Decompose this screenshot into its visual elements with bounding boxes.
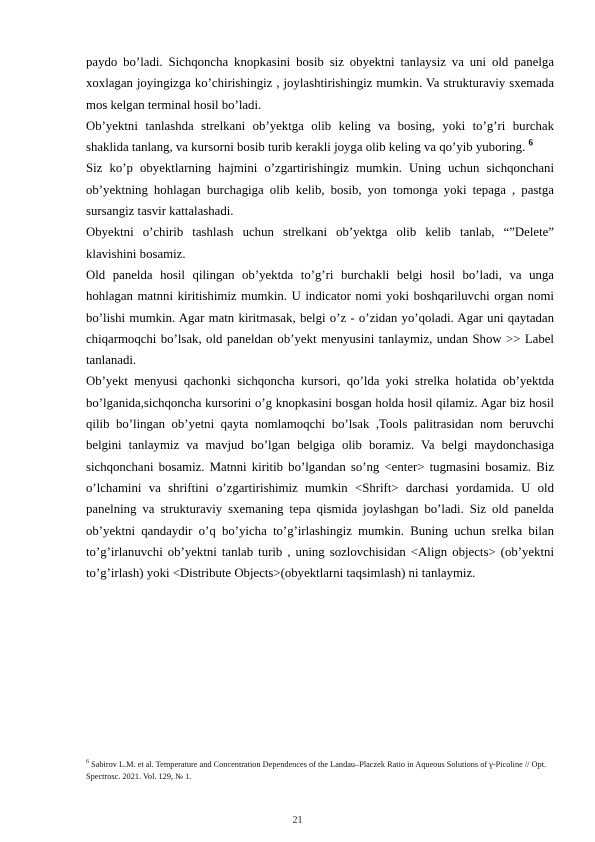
- paragraph-5: Old panelda hosil qilingan ob’yektda to’g’ri burchakli belgi hosil bo’ladi, va unga hohlagan matnni kiritishimiz mumkin. U indicator nomi yoki boshqariluvchi organ nomi bo’lishi mumkin. Agar matn kiritmasak, belgi o’z - o’zidan yo’qoladi. Agar uni qaytadan chiqarmoqchi bo’lsak, old paneldan ob’yekt menyusini tanlaymiz, undan Show >> Label tanlanadi.: [86, 267, 554, 368]
- body-text: [86, 52, 554, 584]
- paragraph-6: Ob’yekt menyusi qachonki sichqoncha kursori, qo’lda yoki strelka holatida ob’yektda bo’lganida,sichqoncha kursorini o’g knopkasini bosgan holda hosil qilamiz. Agar biz hosil qilib bo’lingan ob’yetni qayta nomlamoqchi bo’lsak ,Tools palitrasidan nom beruvchi belgini tanlaymiz va mavjud bo’lgan belgiga olib boramiz. Va belgi maydonchasiga sichqonchani bosamiz. Matnni kiritib bo’lgandan so’ng <enter> tugmasini bosamiz. Biz o’lchamini va shriftini o’zgartirishimiz mumkin <Shrift> darchasi yordamida. U old panelning va strukturaviy sxemaning tepa qismida joylashgan bo’ladi. Siz old panelda ob’yektni qandaydir o’q bo’yicha to’g’irlashingiz mumkin. Buning uchun srelka bilan to’g’irlanuvchi ob’yektni tanlab turib , uning sozlovchisidan <Align objects> (ob’yektni to’g’irlash) yoki <Distribute Objects>(obyektlarni taqsimlash) ni tanlaymiz.: [86, 374, 554, 581]
- footnote-text: Sabirov L.M. et al. Temperature and Concentration Dependences of the Landau–Placzek Ratio in Aqueous Solutions of γ-Picoline // Opt. Spectrosc. 2021. Vol. 129, № 1.: [86, 760, 547, 781]
- footnote: [86, 759, 556, 783]
- paragraph-2-text: Ob’yektni tanlashda strelkani ob’yektga olib keling va bosing, yoki to’g’ri burchak shaklida tanlang, va kursorni bosib turib kerakli joyga olib keling va qo’yib yuboring.: [86, 118, 554, 155]
- paragraph-4: Obyektni o’chirib tashlash uchun strelkani ob’yektga olib kelib tanlab, “”Delete” klavishini bosamiz.: [86, 225, 554, 261]
- footnote-reference[interactable]: 6: [528, 137, 533, 148]
- page-number: 21: [292, 815, 303, 826]
- footnote-mark: 6: [86, 759, 89, 766]
- paragraph-2: [86, 116, 554, 159]
- paragraph-3: Siz ko’p obyektlarning hajmini o’zgartirishingiz mumkin. Uning uchun sichqonchani ob’yektning hohlagan burchagiga olib kelib, bosib, yon tomonga yoki tepaga , pastga sursangiz tasvir kattalashadi.: [86, 161, 554, 219]
- paragraph-1: paydo bo’ladi. Sichqoncha knopkasini bosib siz obyektni tanlaysiz va uni old panelga xoxlagan joyingizga ko’chirishingiz , joylashtirishingiz mumkin. Va strukturaviy sxemada mos kelgan terminal hosil bo’ladi.: [86, 55, 554, 112]
